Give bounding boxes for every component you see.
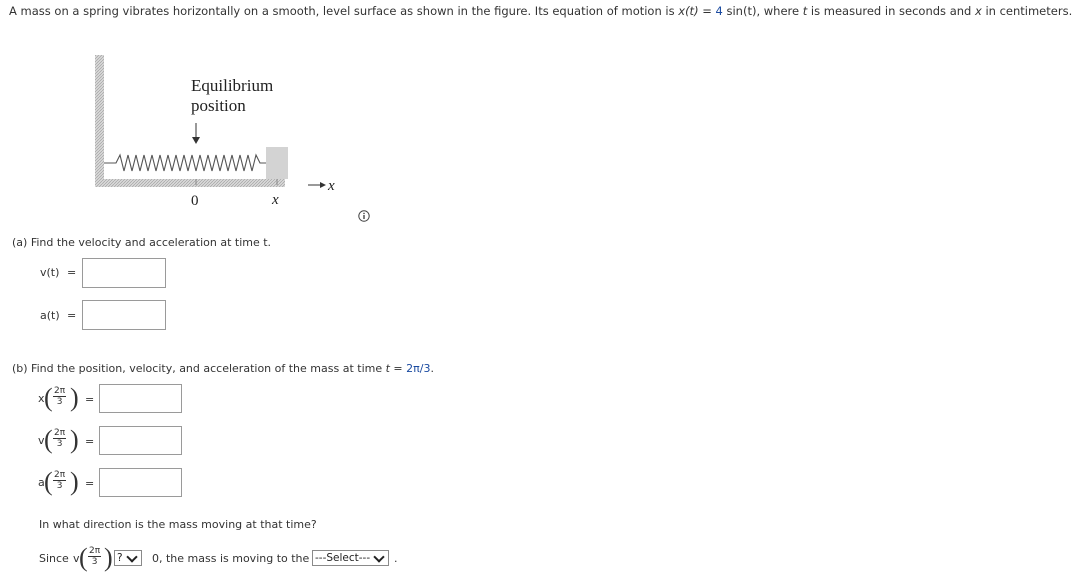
a-fn-frac-den: 3 xyxy=(56,481,63,491)
part-b-prompt-value: 2π/3 xyxy=(406,362,431,375)
since-v-fn: v xyxy=(73,552,80,565)
x-fn-open-paren: ( xyxy=(44,383,53,412)
part-b-prompt-t: t xyxy=(385,362,390,375)
intro-text-4: in centimeters. xyxy=(981,4,1072,18)
equilibrium-arrow-head xyxy=(192,137,200,144)
velocity-equals: = xyxy=(67,266,77,279)
since-close-paren: ) xyxy=(104,543,113,572)
spring xyxy=(104,155,266,171)
accel-input[interactable] xyxy=(82,300,166,330)
a-equals: = xyxy=(85,477,95,490)
chevron-down-icon xyxy=(373,551,384,562)
mass-block xyxy=(266,147,288,179)
intro-t: t xyxy=(802,4,808,18)
a-fn-frac-num: 2π xyxy=(54,470,66,480)
x-fn-frac-num: 2π xyxy=(54,386,66,396)
since-label: Since xyxy=(39,552,69,565)
v-fn-label: v xyxy=(38,434,45,447)
after-compare-text: 0, the mass is moving to the xyxy=(152,552,310,565)
direction-question: In what direction is the mass moving at that time? xyxy=(39,518,317,531)
spring-figure xyxy=(90,55,350,215)
intro-text-3: is measured in seconds and xyxy=(807,4,975,18)
equilibrium-label xyxy=(191,76,273,116)
velocity-input[interactable] xyxy=(82,258,166,288)
direction-period: . xyxy=(394,552,398,565)
equilibrium-label-line1: Equilibrium xyxy=(191,76,274,95)
equilibrium-label-line2: position xyxy=(191,96,246,115)
part-a-prompt: (a) Find the velocity and acceleration at time t. xyxy=(12,236,272,249)
x-fn-frac-den: 3 xyxy=(56,397,63,407)
x-fn-fraction xyxy=(53,386,66,407)
tick-x-label: x xyxy=(272,192,279,208)
v-fn-close-paren: ) xyxy=(70,425,79,454)
since-open-paren: ( xyxy=(79,543,88,572)
floor xyxy=(95,179,285,187)
a-fn-close-paren: ) xyxy=(70,467,79,496)
intro-x: x xyxy=(974,4,982,18)
accel-equals: = xyxy=(67,309,77,322)
part-b-prompt-prefix: (b) Find the position, velocity, and acceleration of the mass at time xyxy=(12,362,386,375)
a-fn-open-paren: ( xyxy=(44,467,53,496)
compare-select-value: ? xyxy=(117,552,123,564)
x-fn-label: x xyxy=(38,392,45,405)
chevron-down-icon xyxy=(126,551,137,562)
x-axis-arrow-head xyxy=(320,182,326,188)
direction-select[interactable] xyxy=(312,550,389,566)
velocity-label: v(t) xyxy=(40,266,60,279)
since-frac-den: 3 xyxy=(91,557,98,567)
v-fn-frac-num: 2π xyxy=(54,428,66,438)
v-fn-frac-den: 3 xyxy=(56,439,63,449)
compare-select[interactable] xyxy=(114,550,142,566)
direction-select-value: ---Select--- xyxy=(315,552,371,564)
axis-x-label: x xyxy=(328,178,335,194)
intro-text-2: , where xyxy=(756,4,803,18)
a-fn-fraction xyxy=(53,470,66,491)
info-icon[interactable] xyxy=(358,210,370,222)
tick-zero-label: 0 xyxy=(191,193,199,209)
accel-b-input[interactable] xyxy=(99,468,182,497)
wall xyxy=(95,55,104,187)
intro-func: sin(t) xyxy=(722,4,757,18)
v-fn-fraction xyxy=(53,428,66,449)
intro-text: A mass on a spring vibrates horizontally on a smooth, level surface as shown in the figure. Its equation of motion is xyxy=(9,4,679,18)
problem-statement xyxy=(9,4,1072,18)
x-equals: = xyxy=(85,393,95,406)
position-input[interactable] xyxy=(99,384,182,413)
part-b-prompt-eq: = xyxy=(389,362,407,375)
a-fn-label: a xyxy=(38,476,45,489)
part-b-prompt xyxy=(12,362,434,375)
x-fn-close-paren: ) xyxy=(70,383,79,412)
accel-label: a(t) xyxy=(40,309,60,322)
since-fraction xyxy=(88,546,101,567)
intro-eq-sign: = xyxy=(698,4,716,18)
v-fn-open-paren: ( xyxy=(44,425,53,454)
part-b-prompt-suffix: . xyxy=(430,362,434,375)
intro-amplitude: 4 xyxy=(715,4,723,18)
v-equals: = xyxy=(85,435,95,448)
velocity-b-input[interactable] xyxy=(99,426,182,455)
since-frac-num: 2π xyxy=(89,546,101,556)
intro-eq-lhs: x(t) xyxy=(678,4,699,18)
